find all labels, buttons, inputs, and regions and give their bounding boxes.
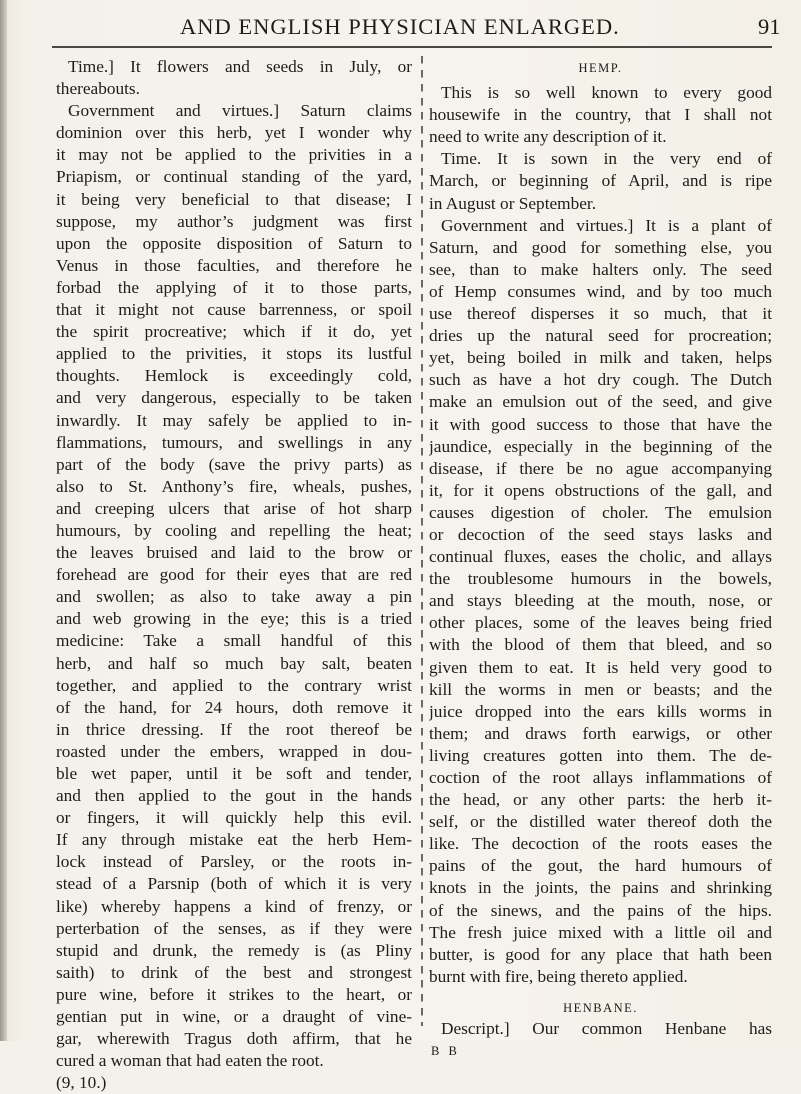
text-line: pure wine, before it strikes to the heart, or (56, 984, 412, 1004)
text-line: and web growing in the eye; this is a tried (56, 609, 412, 629)
text-line: living creatures gotten into them. The de- (429, 745, 772, 765)
text-line: the leaves bruised and laid to the brow or (56, 543, 412, 563)
text-line: part of the body (save the privy parts) as (56, 454, 412, 474)
text-line: that it might not cause barrenness, or spoil (56, 300, 412, 320)
text-line: gar, wherewith Tragus doth affirm, that he (56, 1029, 412, 1049)
text-line: flammations, tumours, and swellings in any (56, 432, 412, 452)
text-line: need to write any description of it. (429, 127, 667, 147)
text-line: Time.] It flowers and seeds in July, or (68, 57, 412, 76)
running-title: AND ENGLISH PHYSICIAN ENLARGED. (180, 14, 620, 39)
text-line: knots in the joints, the pains and shrinking (429, 878, 772, 898)
signature-mark: B B (431, 1044, 460, 1059)
text-line: use thereof disperses it so much, that it (429, 304, 772, 324)
text-line: with the blood of them that bleed, and so (429, 635, 772, 655)
text-line: lock instead of Parsley, or the roots in- (56, 852, 412, 872)
text-line: of Hemp consumes wind, and by too much (429, 281, 772, 301)
text-line: kill the worms in men or beasts; and the (429, 679, 772, 699)
text-line: in thrice dressing. If the root thereof be (56, 719, 412, 739)
text-line: forbad the applying of it to those parts, (56, 277, 412, 297)
text-line: or fingers, it will quickly help this evil. (56, 808, 412, 828)
text-line: butter, is good for any place that hath been (429, 944, 772, 964)
text-line: Government and virtues.] Saturn claims (68, 101, 412, 121)
text-line: them; and draws forth earwigs, or other (429, 723, 772, 743)
text-line: dominion over this herb, yet I wonder why (56, 123, 412, 143)
right-column (429, 56, 772, 1062)
column-divider (419, 56, 425, 1026)
text-line: If any through mistake eat the herb Hem- (56, 830, 412, 850)
text-line: make an emulsion out of the seed, and give (429, 392, 772, 412)
text-line: given them to eat. It is held very good to (429, 657, 772, 677)
text-line: forehead are good for their eyes that are red (56, 565, 412, 585)
text-line: the troublesome humours in the bowels, (429, 569, 772, 589)
text-line: juice dropped into the ears kills worms in (429, 701, 772, 721)
text-line: coction of the root allays inflammations of (429, 768, 772, 787)
text-line: it with good success to those that have the (429, 414, 772, 434)
text-line: like. The decoction of the roots eases the (429, 834, 772, 854)
header-rule (52, 46, 772, 48)
section-heading-henbane: HENBANE. (563, 1000, 638, 1015)
text-line: upon the opposite disposition of Saturn to (56, 233, 412, 253)
text-line: and stays bleeding at the mouth, nose, or (429, 591, 772, 611)
text-line: inwardly. It may safely be applied to in- (56, 410, 412, 430)
text-line: cured a woman that had eaten the root. (56, 1051, 324, 1071)
section-heading-hemp: HEMP. (578, 61, 623, 75)
text-line: the spirit procreative; which if it do, yet (56, 322, 412, 342)
text-line: humours, by cooling and repelling the heat; (56, 520, 412, 540)
text-line: Government and virtues.] It is a plant of (441, 215, 772, 235)
text-line: housewife in the country, that I shall not (429, 105, 772, 125)
text-line: Descript.] Our common Henbane has (441, 1019, 772, 1039)
page-binding-edge (0, 0, 7, 1041)
text-line: and then applied to the gout in the hands (56, 786, 412, 806)
text-line: applied to the privities, it stops its lustful (56, 344, 412, 364)
text-line: causes digestion of choler. The emulsion (429, 502, 772, 522)
text-line: Saturn, and good for something else, you (429, 237, 772, 257)
text-line: stead of a Parsnip (both of which it is very (56, 874, 412, 894)
text-line: Venus in those faculties, and therefore he (56, 255, 412, 275)
text-line: suppose, my author’s judgment was first (56, 211, 412, 231)
text-line: and very dangerous, especially to be taken (56, 388, 412, 408)
text-line: March, or beginning of April, and is ripe (429, 171, 772, 191)
left-column (56, 56, 412, 1094)
text-line: together, and applied to the contrary wrist (56, 675, 412, 695)
text-line: Time. It is sown in the very end of (441, 149, 772, 169)
running-head (0, 8, 801, 48)
text-line: and swollen; as also to take away a pin (56, 587, 412, 607)
text-line: disease, if there be no ague accompanying (429, 458, 772, 478)
text-line: and creeping ulcers that arise of hot sharp (56, 498, 412, 518)
text-line: ble wet paper, until it be soft and tender, (56, 764, 412, 783)
text-line: like) whereby happens a kind of frenzy, or (56, 896, 412, 916)
page-number: 91 (758, 14, 781, 39)
text-line: continual fluxes, eases the cholic, and allays (429, 547, 772, 567)
text-line: such as have a hot dry cough. The Dutch (429, 370, 772, 390)
text-line: Priapism, or continual standing of the yard, (56, 167, 412, 187)
text-line: self, or the distilled water thereof doth the (429, 812, 772, 832)
text-line: of the hand, for 24 hours, doth remove it (56, 697, 412, 717)
text-line: roasted under the embers, wrapped in dou- (56, 741, 412, 761)
text-line: herb, and half so much bay salt, beaten (56, 653, 412, 673)
text-line: gentian put in wine, or a draught of vine- (56, 1007, 412, 1027)
text-line: saith) to drink of the best and strongest (56, 962, 412, 982)
text-line: other places, some of the leaves being fried (429, 613, 772, 633)
text-line: the head, or any other parts: the herb it- (429, 790, 772, 810)
text-line: This is so well known to every good (441, 83, 772, 103)
text-line: also to St. Anthony’s fire, wheals, pushes, (56, 476, 412, 496)
text-line: it may not be applied to the privities in a (56, 145, 412, 165)
text-line: burnt with fire, being thereto applied. (429, 966, 688, 986)
text-line: perterbation of the senses, as if they were (56, 918, 412, 938)
text-line: it, for it opens obstructions of the gall, and (429, 480, 772, 500)
text-line: dries up the natural seed for procreation; (429, 326, 772, 346)
text-line: stupid and drunk, the remedy is (as Pliny (56, 940, 412, 960)
text-line: it being very beneficial to that disease; I (56, 189, 412, 209)
text-line: thoughts. Hemlock is exceedingly cold, (56, 366, 412, 386)
text-line: see, than to make halters only. The seed (429, 259, 772, 279)
signature-mark: (9, 10.) (56, 1073, 107, 1093)
text-line: yet, being boiled in milk and taken, helps (429, 348, 772, 368)
text-line: The fresh juice mixed with a little oil and (429, 922, 772, 942)
text-line: jaundice, especially in the beginning of the (429, 436, 772, 456)
text-line: or decoction of the seed stays lasks and (429, 524, 772, 544)
text-line: pains of the gout, the hard humours of (429, 856, 772, 876)
text-line: thereabouts. (56, 79, 140, 99)
text-line: of the sinews, and the pains of the hips. (429, 900, 772, 920)
text-line: medicine: Take a small handful of this (56, 631, 412, 651)
text-line: in August or September. (429, 193, 597, 213)
